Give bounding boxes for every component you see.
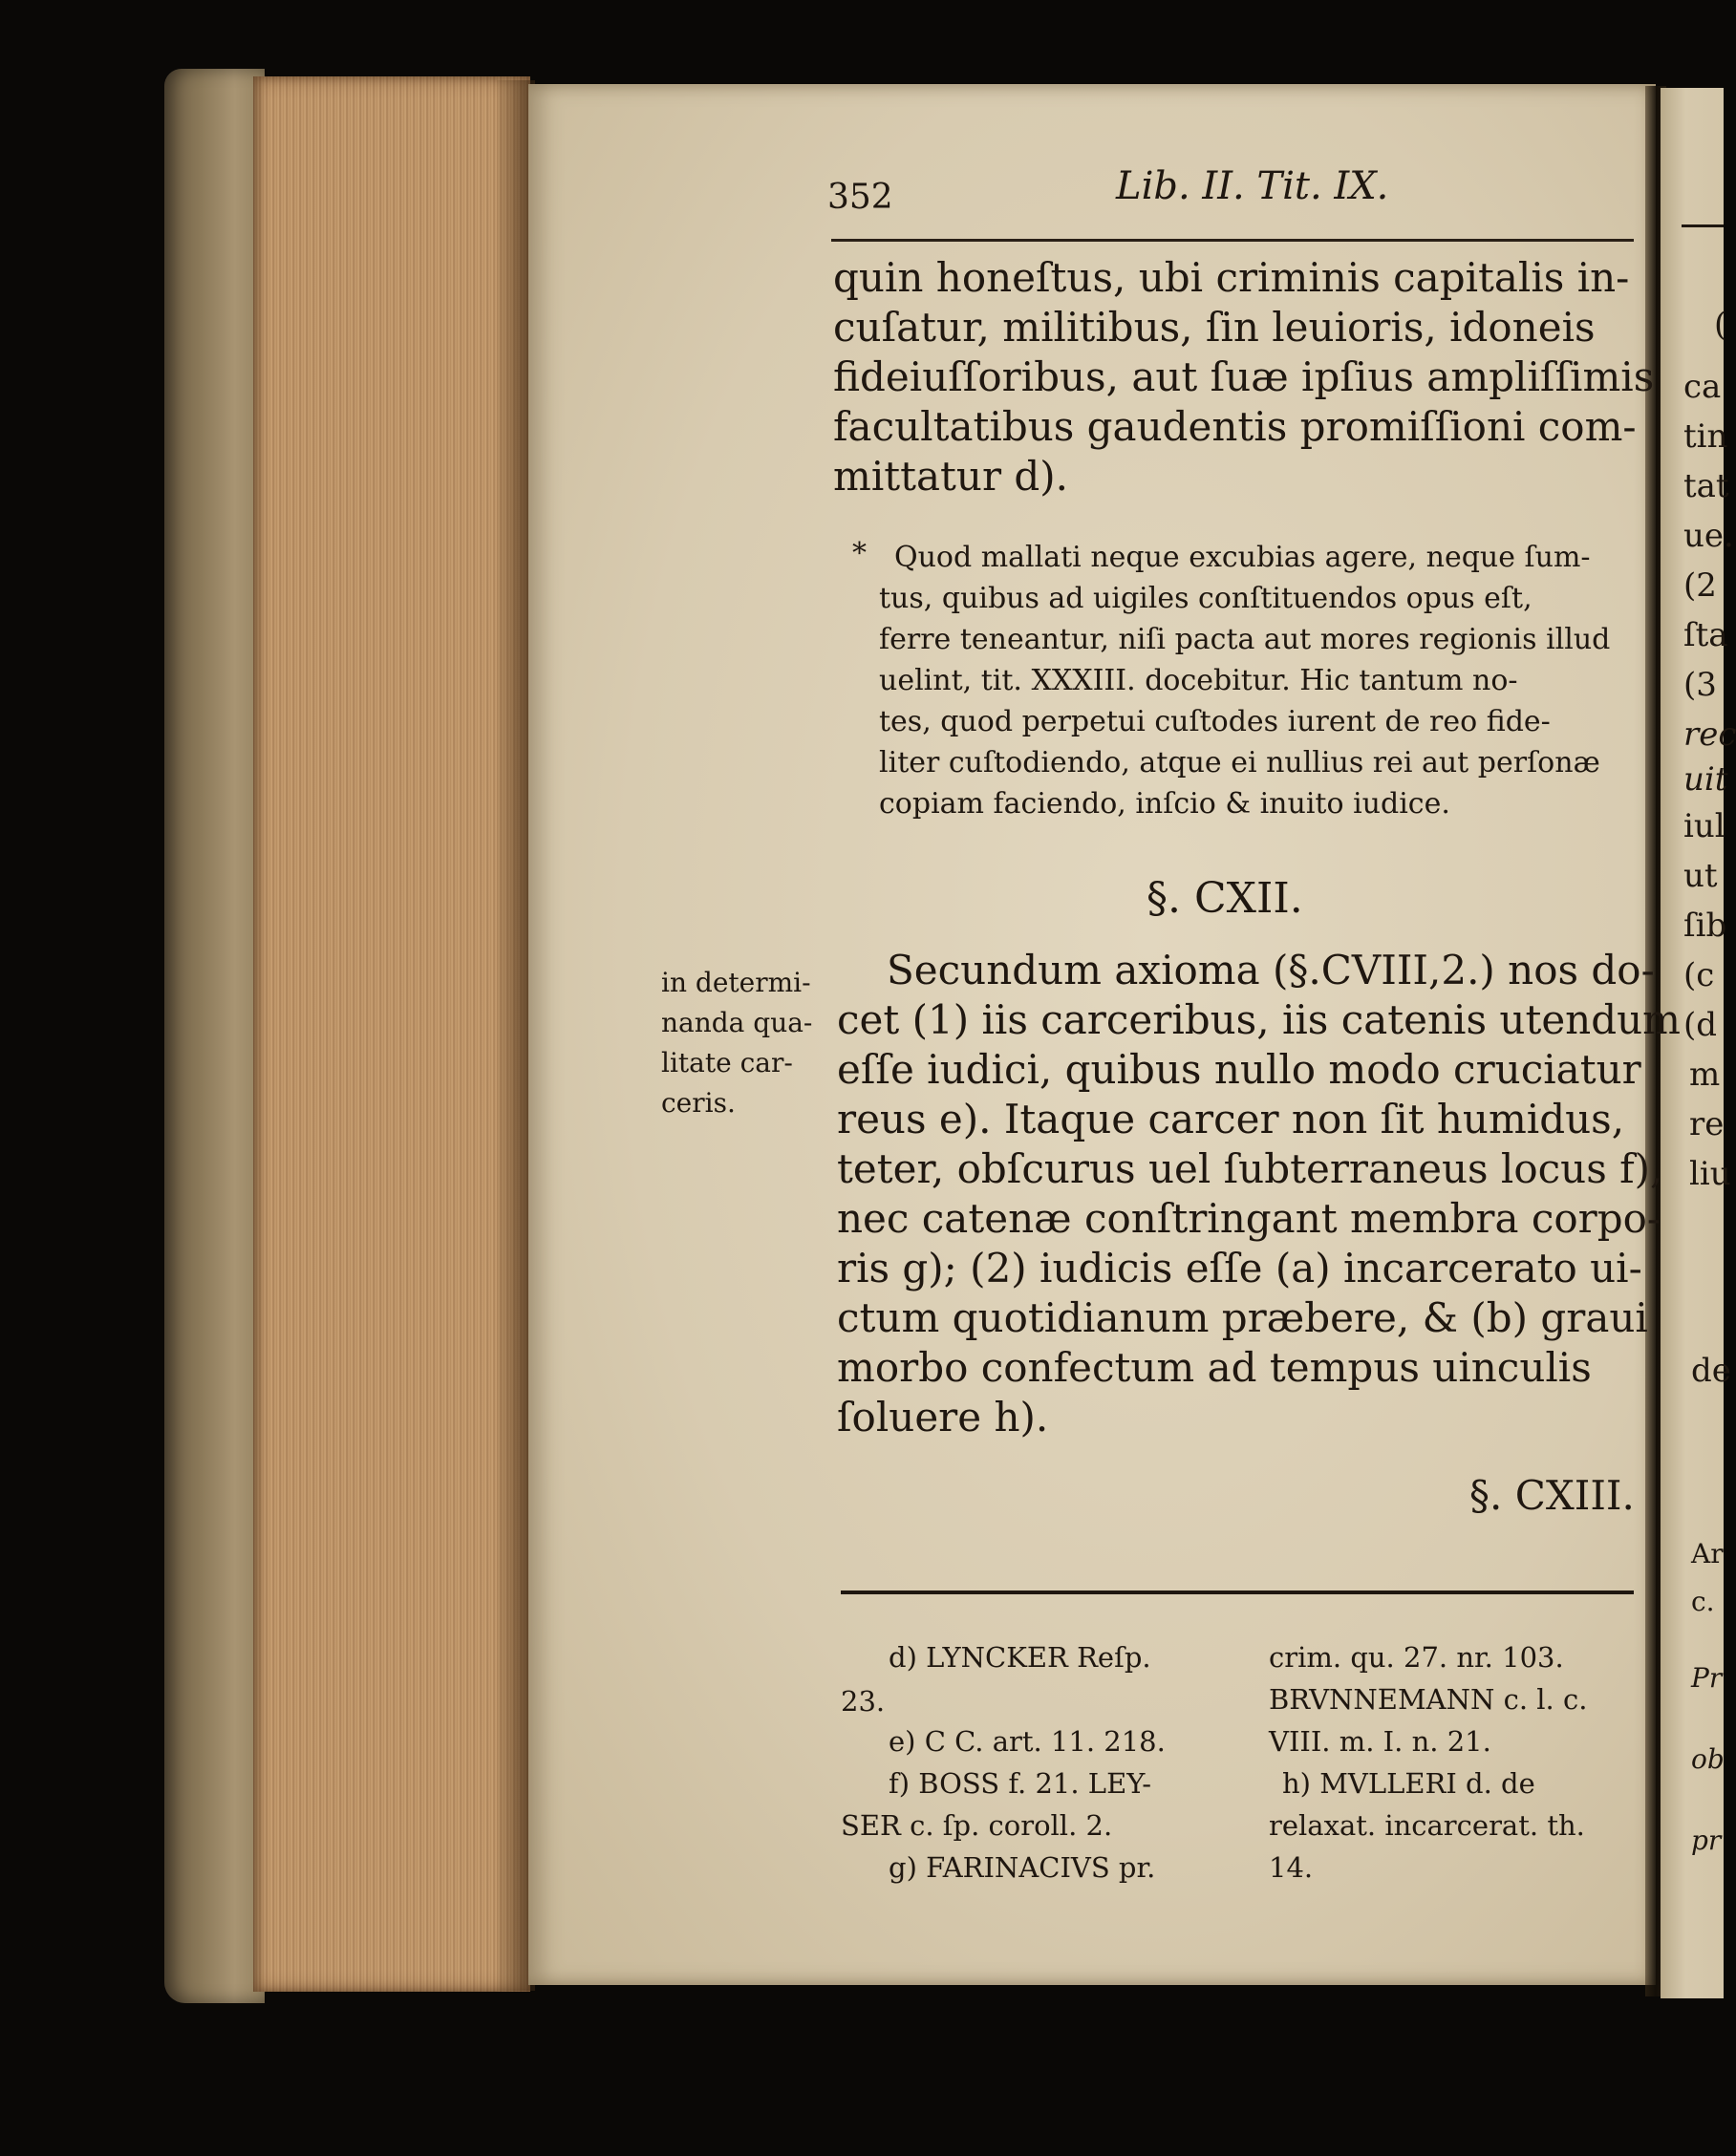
note-line: uelint, tit. XXXIII. docebitur. Hic tantum no-	[879, 664, 1518, 697]
footnote-line: VIII. m. I. n. 21.	[1269, 1725, 1491, 1758]
footnote-line: 14.	[1269, 1851, 1314, 1884]
next-page-fragment: Pr	[1691, 1662, 1723, 1694]
running-head: Lib. II. Tit. IX.	[1116, 164, 1389, 208]
next-page-fragment: uit	[1683, 760, 1728, 799]
note-line: tus, quibus ad uigiles conſtituendos opus eſt,	[879, 582, 1532, 615]
section-line: reus e). Itaque carcer non ſit humidus,	[837, 1096, 1625, 1142]
section-line: ris g); (2) iudicis eſſe (a) incarcerato ui-	[837, 1245, 1642, 1291]
section-title: §. CXII.	[1147, 874, 1303, 923]
note-line: Quod mallati neque excubias agere, neque ſum-	[894, 541, 1591, 574]
next-page-fragment: pr	[1691, 1825, 1722, 1856]
next-page-fragment: re	[1689, 1105, 1725, 1143]
next-page-fragment: tin	[1683, 417, 1728, 456]
next-page-fragment: Ar	[1691, 1538, 1724, 1569]
next-page-fragment: liu	[1689, 1155, 1731, 1193]
margin-note-line: nanda qua-	[661, 1007, 813, 1038]
next-page-fragment: ob	[1691, 1743, 1725, 1775]
next-page-fragment: m	[1689, 1056, 1721, 1094]
next-page-fragment: de	[1691, 1352, 1731, 1390]
body-line: cuſatur, militibus, ſin leuioris, idoneis	[833, 304, 1596, 351]
section-line: eſſe iudici, quibus nullo modo cruciatur	[837, 1046, 1641, 1093]
next-page-fragment: ſib	[1683, 907, 1727, 945]
footnote-line: SER c. ſp. coroll. 2.	[841, 1809, 1113, 1842]
next-page-fragment: c.	[1691, 1586, 1715, 1617]
note-marker: *	[852, 537, 867, 570]
next-page-fragment: (3	[1683, 666, 1717, 704]
catchword: §. CXIII.	[1469, 1472, 1635, 1519]
footnote-line: d) LYNCKER Reſp.	[889, 1641, 1151, 1674]
section-line: ſoluere h).	[837, 1394, 1049, 1441]
footnote-line: 23.	[841, 1685, 886, 1718]
next-page-fragment: (c	[1683, 956, 1715, 994]
next-page-fragment: (d	[1683, 1006, 1718, 1044]
next-page-fragment: rec	[1683, 715, 1736, 754]
body-line: mittatur d).	[833, 453, 1069, 500]
section-line: teter, obſcurus uel ſubterraneus locus f),	[837, 1145, 1663, 1192]
section-line: ctum quotidianum præbere, & (b) graui	[837, 1294, 1648, 1341]
footnote-line: BRVNNEMANN c. l. c.	[1269, 1683, 1588, 1716]
next-page-fragment: (	[1714, 306, 1727, 344]
next-page-fragment: ca	[1683, 368, 1722, 406]
footnote-line: g) FARINACIVS pr.	[889, 1851, 1156, 1884]
body-line: quin honeſtus, ubi criminis capitalis in-	[833, 254, 1630, 301]
next-page-fragment: iul	[1683, 807, 1725, 845]
section-line: cet (1) iis carceribus, iis catenis utendum	[837, 996, 1681, 1043]
note-line: tes, quod perpetui cuſtodes iurent de reo fide-	[879, 705, 1551, 738]
section-line: morbo confectum ad tempus uinculis	[837, 1344, 1592, 1391]
next-page-fragment: (2	[1683, 566, 1717, 605]
section-line: Secundum axioma (§.CVIII,2.) nos do-	[887, 947, 1655, 993]
margin-note-line: litate car-	[661, 1047, 793, 1078]
next-page-fragment: ſta	[1683, 616, 1728, 654]
footnote-line: h) MVLLERI d. de	[1282, 1767, 1535, 1800]
note-line: ferre teneantur, niſi pacta aut mores regionis illud	[879, 623, 1611, 656]
footnote-line: crim. qu. 27. nr. 103.	[1269, 1641, 1564, 1674]
footnote-line: relaxat. incarcerat. th.	[1269, 1809, 1585, 1842]
page-number: 352	[827, 178, 893, 217]
header-rule	[831, 239, 1634, 242]
body-line: facultatibus gaudentis promiſſioni com-	[833, 403, 1637, 450]
note-line: copiam faciendo, inſcio & inuito iudice.	[879, 787, 1450, 821]
page-edges	[253, 76, 530, 1992]
next-page-rule	[1682, 224, 1724, 227]
margin-note-line: ceris.	[661, 1087, 736, 1119]
next-page-fragment: ut	[1683, 857, 1718, 895]
footnote-line: f) BOSS f. 21. LEY-	[889, 1767, 1151, 1800]
footnote-rule	[841, 1590, 1634, 1594]
body-line: fideiuſſoribus, aut ſuæ ipſius ampliſſimis	[833, 353, 1655, 400]
note-line: liter cuſtodiendo, atque ei nullius rei aut perſonæ	[879, 746, 1600, 779]
margin-note-line: in determi-	[661, 967, 811, 998]
section-line: nec catenæ conſtringant membra corpo-	[837, 1195, 1661, 1242]
book-cover	[164, 69, 265, 2003]
footnote-line: e) C C. art. 11. 218.	[889, 1725, 1166, 1758]
next-page-fragment: ue.	[1683, 517, 1734, 555]
next-page-fragment: tat	[1683, 467, 1729, 505]
